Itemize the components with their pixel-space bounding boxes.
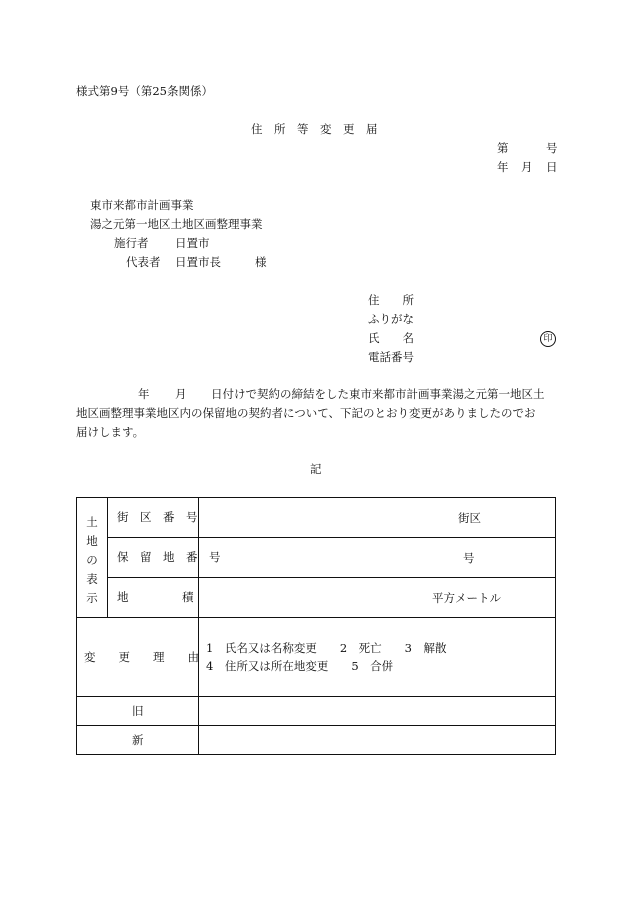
area-label-right: 積 xyxy=(182,590,194,604)
land-label-char: 地 xyxy=(86,534,98,548)
addressee-line1: 東市来都市計画事業 xyxy=(90,198,194,212)
area-label-left: 地 xyxy=(117,590,129,604)
new-label: 新 xyxy=(132,733,144,747)
land-label-char: の xyxy=(86,553,98,567)
block-number-unit: 街区 xyxy=(458,511,481,525)
body-month: 月 xyxy=(175,387,187,401)
ki-heading: 記 xyxy=(310,462,322,476)
body-year: 年 xyxy=(138,387,150,401)
land-label-char: 表 xyxy=(86,572,98,586)
form-table xyxy=(76,497,556,755)
lot-number-label: 保 留 地 番 号 xyxy=(117,550,221,564)
land-label xyxy=(77,517,107,612)
change-reason-label: 変 更 理 由 xyxy=(84,650,199,664)
date-month: 月 xyxy=(521,160,533,174)
date-year: 年 xyxy=(497,160,509,174)
change-reasons-line2: 4 住所又は所在地変更 5 合併 xyxy=(206,659,394,673)
divider-label-col-bottom xyxy=(198,696,199,755)
old-label: 旧 xyxy=(132,704,144,718)
number-prefix: 第 xyxy=(497,141,509,155)
form-number: 様式第9号（第25条関係） xyxy=(76,84,213,98)
divider-row5 xyxy=(77,725,556,726)
seal-mark: 印 xyxy=(540,331,556,347)
applicant-furigana-label: ふりがな xyxy=(368,312,414,326)
applicant-phone-label: 電話番号 xyxy=(368,350,414,364)
divider-label-col xyxy=(198,498,199,697)
date-day: 日 xyxy=(546,160,558,174)
addressee-line2: 湯之元第一地区土地区画整理事業 xyxy=(90,217,263,231)
representative-value: 日置市長 xyxy=(175,255,221,269)
executor-label: 施行者 xyxy=(114,236,149,250)
lot-number-unit: 号 xyxy=(463,551,475,565)
applicant-address-label: 住 所 xyxy=(368,293,414,307)
body-line1: 日付けで契約の締結をした東市来都市計画事業湯之元第一地区土 xyxy=(211,387,545,401)
form-title: 住 所 等 変 更 届 xyxy=(251,122,378,136)
change-reasons-line1: 1 氏名又は名称変更 2 死亡 3 解散 xyxy=(206,641,447,655)
applicant-name-label: 氏 名 xyxy=(368,331,414,345)
area-unit: 平方メートル xyxy=(432,591,501,605)
divider-row3 xyxy=(77,617,556,618)
body-line3: 届けします。 xyxy=(76,425,145,439)
body-line2: 地区画整理事業地区内の保留地の契約者について、下記のとおり変更がありましたのでお xyxy=(76,406,536,420)
representative-label: 代表者 xyxy=(126,255,161,269)
land-label-char: 土 xyxy=(86,515,98,529)
honorific: 様 xyxy=(255,255,267,269)
divider-land-col xyxy=(107,498,108,618)
executor-value: 日置市 xyxy=(175,236,210,250)
divider-row1 xyxy=(107,537,556,538)
divider-row4 xyxy=(77,696,556,697)
block-number-label: 街 区 番 号 xyxy=(117,510,198,524)
number-suffix: 号 xyxy=(546,141,558,155)
land-label-char: 示 xyxy=(86,591,98,605)
divider-row2 xyxy=(107,577,556,578)
